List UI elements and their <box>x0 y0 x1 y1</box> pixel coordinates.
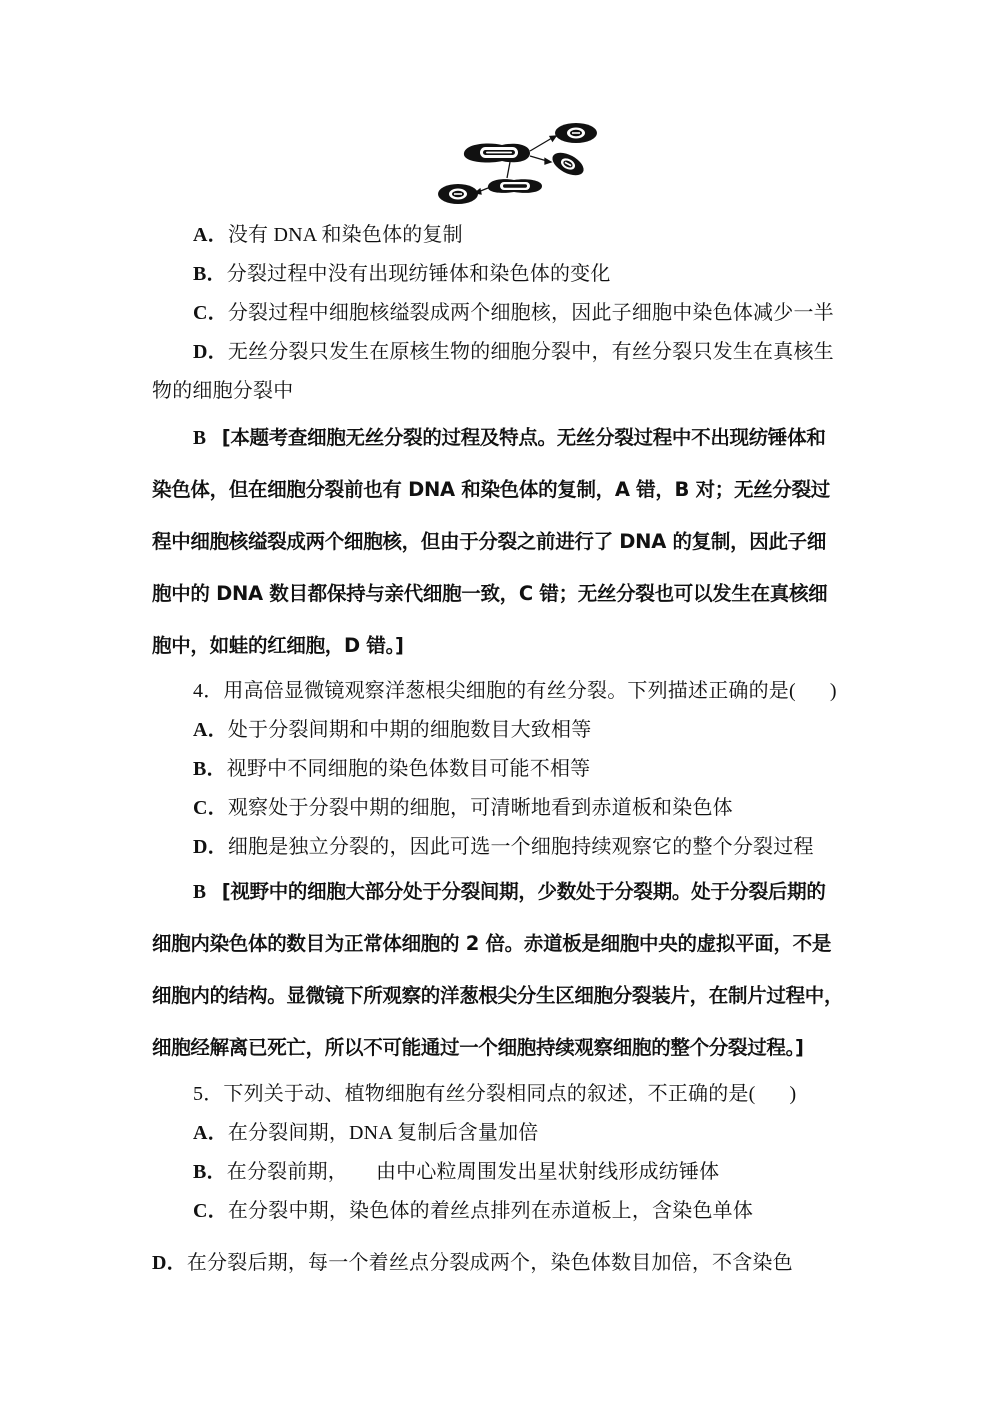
option-text: 没有 DNA 和染色体的复制 <box>227 224 463 246</box>
question-text: 5．下列关于动、植物细胞有丝分裂相同点的叙述，不正确的是( <box>193 1083 756 1105</box>
option-label: A． <box>193 719 228 741</box>
option-label: C． <box>193 302 228 324</box>
q3-answer-line-5: 胞中，如蛙的红细胞，D 错。] <box>152 634 404 657</box>
option-text: 在分裂间期，DNA 复制后含量加倍 <box>227 1122 539 1144</box>
q4-option-b <box>193 756 590 782</box>
option-label: D． <box>193 341 228 363</box>
q5-option-b <box>193 1159 719 1185</box>
option-label: B． <box>193 758 227 780</box>
q4-stem <box>193 678 837 704</box>
option-text-continued: 由中心粒周围发出星状射线形成纺锤体 <box>375 1161 720 1183</box>
dividing-cell-icon <box>488 179 542 193</box>
q3-answer-line-1 <box>193 425 826 452</box>
q3-answer-line-4: 胞中的 DNA 数目都保持与亲代细胞一致，C 错；无丝分裂也可以发生在真核细 <box>152 582 828 605</box>
option-label: B． <box>193 263 227 285</box>
daughter-cell-icon <box>549 148 587 180</box>
q4-answer-line-3: 细胞内的结构。显微镜下所观察的洋葱根尖分生区细胞分裂装片，在制片过程中， <box>152 984 844 1007</box>
q4-answer-line-1 <box>193 879 826 906</box>
answer-letter: B <box>193 428 206 449</box>
option-text: 细胞是独立分裂的，因此可选一个细胞持续观察它的整个分裂过程 <box>227 836 814 858</box>
q5-stem <box>193 1081 796 1107</box>
option-label: A． <box>193 224 228 246</box>
q4-option-a <box>193 717 591 743</box>
q4-answer-line-2: 细胞内染色体的数目为正常体细胞的 2 倍。赤道板是细胞中央的虚拟平面，不是 <box>152 932 832 955</box>
q5-option-a <box>193 1120 538 1146</box>
question-text: 4．用高倍显微镜观察洋葱根尖细胞的有丝分裂。下列描述正确的是( <box>193 680 796 702</box>
option-label: D． <box>193 836 228 858</box>
option-label: B． <box>193 1161 227 1183</box>
option-text: 无丝分裂只发生在原核生物的细胞分裂中，有丝分裂只发生在真核生 <box>227 341 834 363</box>
option-label: C． <box>193 797 228 819</box>
option-text: 观察处于分裂中期的细胞，可清晰地看到赤道板和染色体 <box>227 797 733 819</box>
q3-option-b <box>193 261 611 287</box>
option-text: 处于分裂间期和中期的细胞数目大致相等 <box>227 719 592 741</box>
q4-option-d <box>193 834 814 860</box>
q4-option-c <box>193 795 733 821</box>
q3-answer-line-2: 染色体，但在细胞分裂前也有 DNA 和染色体的复制，A 错，B 对；无丝分裂过 <box>152 478 831 501</box>
q3-option-a <box>193 222 463 248</box>
q3-option-c <box>193 300 834 326</box>
explanation-text: [本题考查细胞无丝分裂的过程及特点。无丝分裂过程中不出现纺锤体和 <box>221 426 826 449</box>
option-label: D． <box>152 1252 187 1274</box>
option-text: 在分裂中期，染色体的着丝点排列在赤道板上，含染色单体 <box>227 1200 754 1222</box>
daughter-cell-icon <box>555 123 597 143</box>
paren-close: ) <box>829 680 837 702</box>
explanation-text: [视野中的细胞大部分处于分裂间期，少数处于分裂期。处于分裂后期的 <box>221 880 826 903</box>
paren-close: ) <box>789 1083 797 1105</box>
q4-answer-line-4: 细胞经解离已死亡，所以不可能通过一个细胞持续观察细胞的整个分裂过程。] <box>152 1036 804 1059</box>
answer-letter: B <box>193 882 206 903</box>
option-text: 在分裂前期， <box>226 1161 348 1183</box>
amitosis-diagram <box>430 118 610 210</box>
option-label: A． <box>193 1122 228 1144</box>
daughter-cell-icon <box>438 184 478 204</box>
q3-option-d-continued: 物的细胞分裂中 <box>152 380 294 402</box>
q5-option-d <box>152 1250 793 1276</box>
option-text: 在分裂后期，每一个着丝点分裂成两个，染色体数目加倍，不含染色 <box>186 1252 793 1274</box>
q3-option-d <box>193 339 834 365</box>
option-label: C． <box>193 1200 228 1222</box>
q3-answer-line-3: 程中细胞核缢裂成两个细胞核，但由于分裂之前进行了 DNA 的复制，因此子细 <box>152 530 827 553</box>
q5-option-c <box>193 1198 753 1224</box>
parent-cell-icon <box>464 144 530 163</box>
option-text: 分裂过程中细胞核缢裂成两个细胞核，因此子细胞中染色体减少一半 <box>227 302 834 324</box>
option-text: 分裂过程中没有出现纺锤体和染色体的变化 <box>226 263 611 285</box>
option-text: 视野中不同细胞的染色体数目可能不相等 <box>226 758 591 780</box>
